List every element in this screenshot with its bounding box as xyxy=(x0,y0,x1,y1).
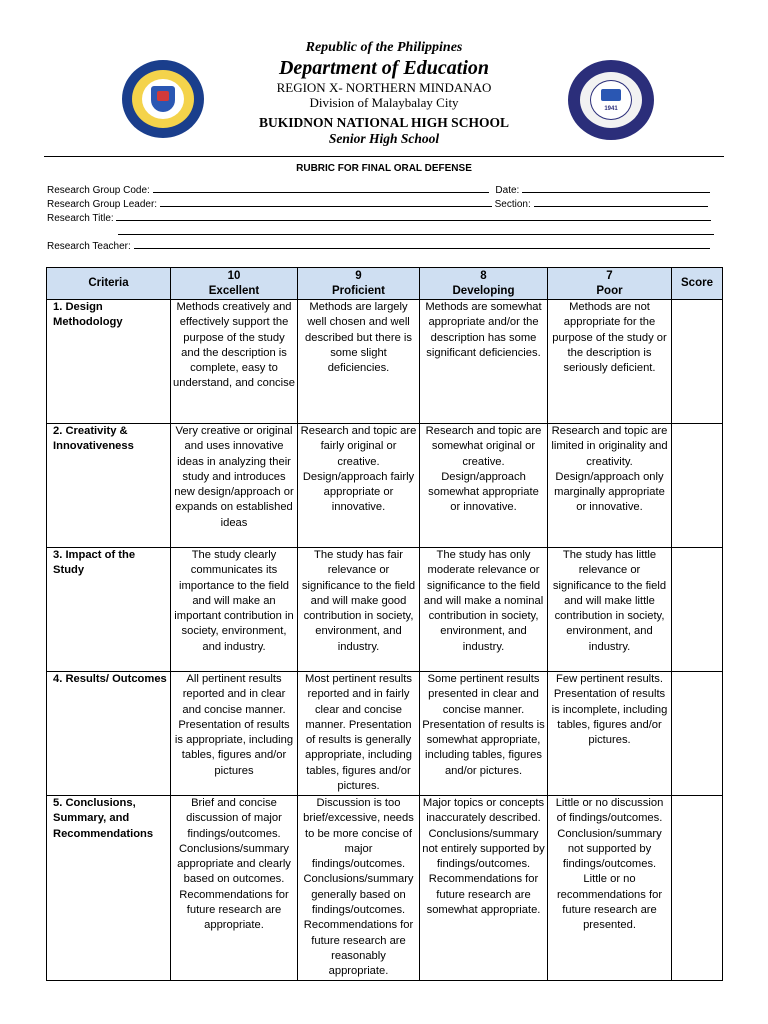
developing-cell: Research and topic are somewhat original or creative. Design/approach somewhat appropriate or innovative. xyxy=(420,424,548,548)
header-score: Score xyxy=(672,268,723,300)
group-code-label: Research Group Code: xyxy=(47,185,150,196)
seal-year: 1941 xyxy=(604,106,618,112)
header-excellent: 10 Excellent xyxy=(171,268,298,300)
header-divider xyxy=(44,156,724,157)
table-header-row xyxy=(47,268,723,300)
poor-cell: Little or no discussion of findings/outcomes. Conclusion/summary not supported by findings/outcomes. Little or no recommendations for future research are presented. xyxy=(548,796,672,981)
criteria-cell: 4. Results/ Outcomes xyxy=(47,672,171,796)
group-code-row xyxy=(47,183,710,197)
section-label: Section: xyxy=(494,199,531,210)
group-leader-row xyxy=(47,197,708,211)
group-leader-label: Research Group Leader: xyxy=(47,199,158,210)
section-field[interactable] xyxy=(534,197,708,207)
table-row xyxy=(47,424,723,548)
excellent-cell: Very creative or original and uses innovative ideas in analyzing their study and introduces new design/approach or expands on established ideas xyxy=(171,424,298,548)
excellent-cell: Methods creatively and effectively support the purpose of the study and the description is complete, easy to understand, and concise xyxy=(171,300,298,424)
poor-cell: The study has little relevance or significance to the field and will make little contribution in society, environment, and industry. xyxy=(548,548,672,672)
research-title-field[interactable] xyxy=(116,211,711,221)
republic-line: Republic of the Philippines xyxy=(305,40,463,55)
senior-high-line: Senior High School xyxy=(328,131,440,146)
group-leader-field[interactable] xyxy=(160,197,492,207)
header-poor: 7 Poor xyxy=(548,268,672,300)
division-line: Division of Malaybalay City xyxy=(309,95,459,110)
rubric-table xyxy=(46,267,723,981)
research-title-field-2[interactable] xyxy=(118,225,714,235)
table-row xyxy=(47,796,723,981)
research-teacher-field[interactable] xyxy=(134,239,710,249)
score-cell[interactable] xyxy=(672,548,723,672)
excellent-cell: The study clearly communicates its importance to the field and will make an important contribution in society, environment, and industry. xyxy=(171,548,298,672)
school-seal-icon xyxy=(568,60,654,140)
school-name: BUKIDNON NATIONAL HIGH SCHOOL xyxy=(259,115,509,130)
score-cell[interactable] xyxy=(672,300,723,424)
proficient-cell: The study has fair relevance or significance to the field and will make good contribution in society, environment, and industry. xyxy=(298,548,420,672)
excellent-cell: All pertinent results reported and in clear and concise manner. Presentation of results is appropriate, including tables, figures and/or pictures xyxy=(171,672,298,796)
criteria-cell: 5. Conclusions, Summary, and Recommendations xyxy=(47,796,171,981)
header-developing: 8 Developing xyxy=(420,268,548,300)
research-teacher-row xyxy=(47,239,710,253)
proficient-cell: Discussion is too brief/excessive, needs to be more concise of major findings/outcomes. Conclusions/summary generally based on findings/outcomes. Recommendations for future research are reasonably appropriate. xyxy=(298,796,420,981)
criteria-cell: 3. Impact of the Study xyxy=(47,548,171,672)
table-row xyxy=(47,300,723,424)
date-field[interactable] xyxy=(522,183,710,193)
date-label: Date: xyxy=(495,185,520,196)
deped-seal-icon xyxy=(122,60,204,138)
table-row xyxy=(47,672,723,796)
header-proficient: 9 Proficient xyxy=(298,268,420,300)
poor-cell: Research and topic are limited in originality and creativity. Design/approach only marginally appropriate or innovative. xyxy=(548,424,672,548)
score-cell[interactable] xyxy=(672,796,723,981)
developing-cell: Some pertinent results presented in clear and concise manner. Presentation of results is somewhat appropriate, including tables, figures and/or pictures. xyxy=(420,672,548,796)
score-cell[interactable] xyxy=(672,424,723,548)
poor-cell: Few pertinent results. Presentation of results is incomplete, including tables, figures and/or pictures. xyxy=(548,672,672,796)
developing-cell: Methods are somewhat appropriate and/or the description has some significant deficiencies. xyxy=(420,300,548,424)
developing-cell: Major topics or concepts inaccurately described. Conclusions/summary not entirely supported by findings/outcomes. Recommendations for future research are somewhat appropriate. xyxy=(420,796,548,981)
table-row xyxy=(47,548,723,672)
research-title-continuation xyxy=(118,225,714,239)
excellent-cell: Brief and concise discussion of major findings/outcomes. Conclusions/summary appropriate and clearly based on outcomes. Recommendations for future research are appropriate. xyxy=(171,796,298,981)
group-code-field[interactable] xyxy=(153,183,489,193)
rubric-title: RUBRIC FOR FINAL ORAL DEFENSE xyxy=(296,163,472,174)
score-cell[interactable] xyxy=(672,672,723,796)
header-criteria: Criteria xyxy=(47,268,171,300)
proficient-cell: Methods are largely well chosen and well described but there is some slight deficiencies. xyxy=(298,300,420,424)
developing-cell: The study has only moderate relevance or significance to the field and will make a nominal contribution in society, environment, and industry. xyxy=(420,548,548,672)
research-title-label: Research Title: xyxy=(47,213,114,224)
poor-cell: Methods are not appropriate for the purpose of the study or the description is seriously deficient. xyxy=(548,300,672,424)
criteria-cell: 2. Creativity & Innovativeness xyxy=(47,424,171,548)
research-teacher-label: Research Teacher: xyxy=(47,241,131,252)
proficient-cell: Most pertinent results reported and in fairly clear and concise manner. Presentation of results is generally appropriate, including tables, figures and/or pictures. xyxy=(298,672,420,796)
criteria-cell: 1. Design Methodology xyxy=(47,300,171,424)
deped-title: Department of Education xyxy=(278,57,489,79)
research-title-row xyxy=(47,211,711,225)
proficient-cell: Research and topic are fairly original or creative. Design/approach fairly appropriate or innovative. xyxy=(298,424,420,548)
region-line: REGION X- NORTHERN MINDANAO xyxy=(276,80,492,95)
